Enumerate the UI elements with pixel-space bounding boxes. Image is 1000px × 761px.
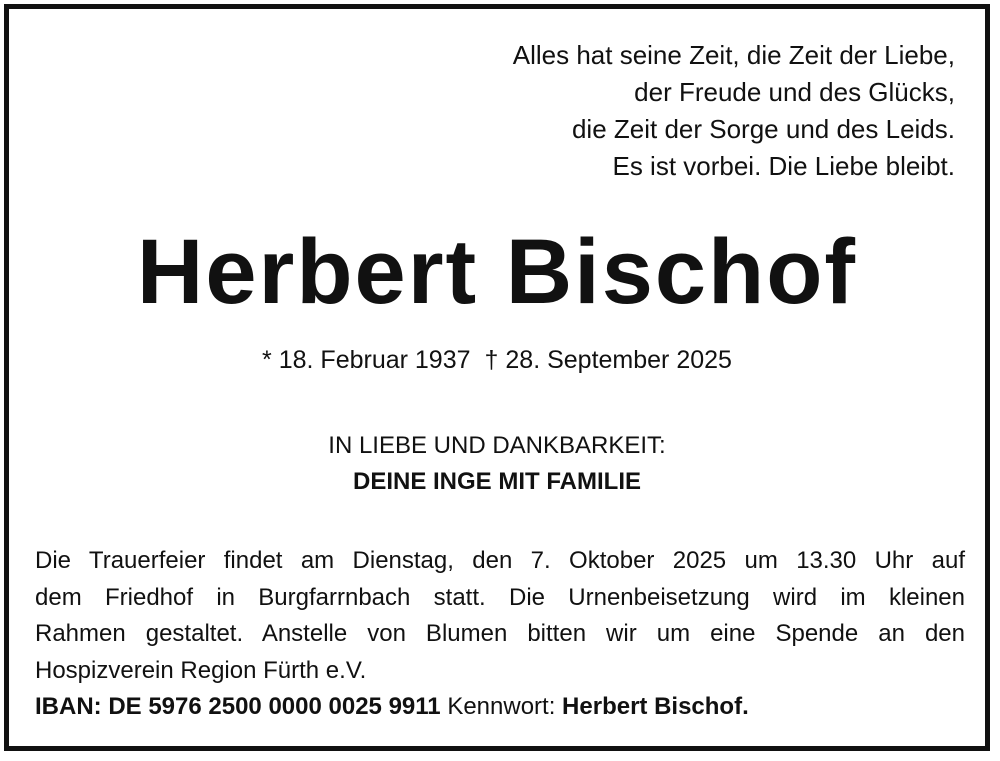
poem-line: Alles hat seine Zeit, die Zeit der Liebe, bbox=[512, 40, 955, 70]
funeral-info bbox=[35, 543, 965, 726]
poem bbox=[355, 37, 955, 185]
info-line: Hospizverein Region Fürth e.V. bbox=[35, 656, 367, 684]
obituary-frame bbox=[4, 4, 990, 751]
keyword-value: Herbert Bischof. bbox=[562, 693, 749, 720]
donation-line bbox=[35, 689, 965, 726]
info-line: Rahmen gestaltet. Anstelle von Blumen bitten wir um eine Spende an den bbox=[35, 620, 965, 647]
dedication-line: IN LIEBE UND DANKBARKEIT: bbox=[328, 432, 666, 459]
iban: IBAN: DE 5976 2500 0000 0025 9911 bbox=[35, 693, 441, 720]
deceased-name: Herbert Bischof bbox=[136, 221, 858, 323]
life-dates bbox=[9, 344, 985, 376]
info-line: Die Trauerfeier findet am Dienstag, den 7. Oktober 2025 um 13.30 Uhr auf bbox=[35, 547, 965, 574]
info-line: dem Friedhof in Burgfarrnbach statt. Die Urnenbeisetzung wird im kleinen bbox=[35, 583, 965, 611]
birth-date: * 18. Februar 1937 bbox=[262, 346, 471, 374]
poem-line: die Zeit der Sorge und des Leids. bbox=[571, 114, 955, 144]
dedication bbox=[9, 428, 985, 500]
death-date: † 28. September 2025 bbox=[484, 346, 732, 374]
keyword-label: Kennwort: bbox=[447, 693, 556, 720]
poem-line: Es ist vorbei. Die Liebe bleibt. bbox=[612, 151, 955, 181]
poem-line: der Freude und des Glücks, bbox=[634, 77, 955, 107]
signers: DEINE INGE MIT FAMILIE bbox=[352, 468, 641, 495]
